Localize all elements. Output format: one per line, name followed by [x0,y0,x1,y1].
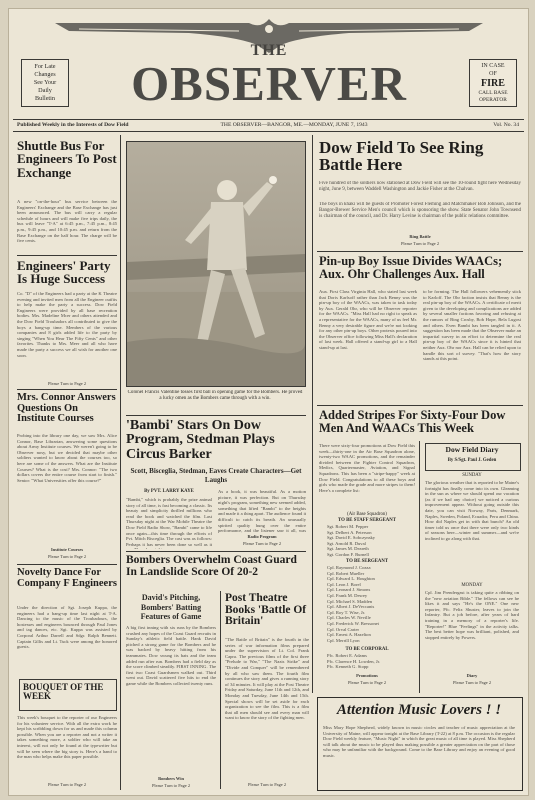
promotion-name: Sgt. Gordon F. Burnell [327,551,369,557]
fire-box-line: IN CASE [481,63,505,69]
diary-body-monday: Cpl. Jim Prendergast is taking quite a ribbing on the "new aviation Bible." The fellows can see he likes it and says "He's the ONE." One new reporter, Pfc. Felix Shuster, leaves to join the Infantry. But a job before, after years of hard training in a memory of a reporter's life. "Reporter!" Blue "Feelings" in the activity talks. The best better hope was brilliant, polished, and stopped entirely by Powers. [425,590,519,640]
novelty-headline: Novelty Dance For Company F Engineers [17,568,117,589]
connor-jump: Please Turn to Page 2 [47,554,87,559]
stripes-rank-corporal: TO BE CORPORAL [345,647,389,652]
promotion-name: Cpl. Leonard J. Simons [327,587,371,593]
bouquet-headline: BOUQUET OF THE WEEK [23,683,104,702]
promotion-name: Pfc. Robert E. Adams [327,653,367,658]
dateline-center: THE OBSERVER—BANGOR, ME.—MONDAY, JUNE 7, 1943 [220,122,368,128]
late-changes-line: Bulletin [35,95,55,102]
bambi-body-right: As a book, it was beautiful. As a motion picture, it was perfection. But on Thursday night's program, something new seemed added, something that lifted "Bambi" to the heights and made it a thing apart. The audience found it difficult to catch its breath. An unusually spirited quality hung over the entire performance, and the listener saw it all, was [218,489,306,533]
promotion-name: Cpl. Merrill Lyon [327,637,360,643]
bouquet-body: This week's bouquet to the reporter of our Engineers for his volunteer service. With all the extra work he kept his scribbling down for us and made this column possible. When you are a reporter and not a writer it takes something more, a soldier who will take an interest, will not only be found at the typewriter but will be seen where the big story is. Here's a hand to the man who helps make this paper possible. [17,715,117,760]
ring-jump-label: Ring Battle [409,234,431,239]
diary-headline: Dow Field Diary [445,446,499,454]
stripes-rank-sergeant: TO BE SERGEANT [345,559,389,564]
pinup-body-left: Aux. First Class Virginia Hall, who stated last week that Doris Karlsoff rather than Jack Benny was the pin-up boy of the WAACs, was taken to task today by Aux. Gerald Ohr, who will be Observer reporter for the WAACs. "Miss Hall had no right to speak as a representative for the WAACs, many of us feel Mr. Benny a very desirable figure and we're not looking for any other pin-up boys. Other protests poured into the Observer office following Miss Hall's declaration of last week. Hall offered a stand-up girl to a Hall stand-up at last. [319,289,417,350]
article-rule [317,405,523,406]
fire-box-line: OPERATOR [479,97,507,103]
bombers-jump: Please Turn to Page 2 [151,783,191,788]
engineers-party-jump: Please Turn to Page 2 [47,381,87,386]
bombers-subhead: David's Pitching, Bombers' Batting Features of Game [140,593,202,621]
promotion-name: Cpl. Edward L. Houghton [327,576,375,582]
promotion-name: Pfc. Kenneth G. Stopp [327,664,369,670]
bambi-byline: By PVT. LARRY KAYE [144,489,194,494]
newspaper-page [8,8,529,796]
diary-body-sunday: The glorious weather that is reported to be Maine's fortnight has finally come into its own. Gleaming in the sun as where we should spend our vacation (as if we had any choice) we noticed a curious improvement appear. Without going outside this date, you can visit Norway, Paris, Denmark, Naples, Sweden, Poland, Ecuador, Peru and China. How did Naples get in with that bunch? An old timer told us once that there were only two kinds of seasons here—winter and summer—and we're inclined to go along with that. [425,480,519,541]
bambi-body-left: "Bambi," which is probably the prize animal story of all time, is fast becoming a classic. Its beauty and simplicity thrilled millions who read the book and watched the film. Last Thursday night at the War Mobile Theatre the Dow Field Radio Show, "Bambi" came to life once again—this time through the efforts of Pvt. Mitch Bisceglia. The cast was as follows: Perhaps it has never been done so well as it [126,497,212,547]
promotion-name: Cpl. Orval Carter [327,626,360,632]
bombers-jump-label: Bombers Win [158,776,184,781]
article-rule [17,564,117,565]
fire-box [469,59,517,107]
ring-body-1: Five hundred of the soldiers now stationed at Dow Field will see the 10-round fight here Wednesday night, June 9, between Waddell Washington and Jackie Fisher at the Chalvan. [319,181,521,192]
column-rule [419,441,420,693]
pinup-headline: Pin-up Boy Issue Divides WAACs; Aux. Ohr Challenges Aux. Hall [319,255,503,281]
connor-headline: Mrs. Connor Answers Questions On Institute Courses [17,393,116,425]
diary-jump: Please Turn to Page 2 [452,680,492,685]
engineers-party-headline: Engineers' Party Is Huge Success [17,259,111,286]
stripes-list-staff [327,524,415,558]
stripes-unit: (Air Base Squadron) [347,512,387,517]
dateline-rule-top [13,119,524,120]
promotion-name: Cpl. Frank M. Desrey [327,592,368,598]
dateline-left: Published Weekly in the Interests of Dow Field [17,122,129,128]
theatre-headline: Post Theatre Books 'Battle Of Britain' [225,593,307,628]
article-rule [317,251,523,252]
promotion-name: Cpl. Raymond J. Cozza [327,565,371,570]
promotion-name: Cpl. Leon J. Borel [327,581,361,587]
masthead [9,9,528,117]
late-changes-line: Daily [38,87,52,94]
masthead-title: OBSERVER [131,59,407,109]
bambi-jump: Please Turn to Page 2 [242,541,282,546]
stripes-jump-label: Promotions [356,673,378,678]
bouquet-jump: Please Turn to Page 2 [47,782,87,787]
ring-body-2: The boys in khaki will be guests of Promoter Forest Fleming and Matchmaker Bob Johnson, and the Bangor-Brewer Service Men's council which is sponsoring the show. State Senator John Townsend is chairman of the council, and Dr. Harry Levine is chairman of the public relations committee. [319,202,521,219]
promotion-name: Sgt. Arnold R. Duval [327,540,366,546]
late-changes-box [21,59,69,107]
stripes-headline: Added Stripes For Sixty-Four Dow Men And WAACs This Week [319,409,506,435]
masthead-the: THE [250,43,288,59]
dateline-rule-bottom [13,131,524,132]
shuttle-body: A new "on-the-hour" bus service between the Engineers' Exchange and the Base Exchange has just been announced. The bus will carry a regular schedule of hours and will make five trips daily, the bus will leave "T-A" at 6:45 p.m., 7:45 p.m., 8:45 p.m., 9:45 p.m., and 10:45 p.m. and return from the Base Exchange on the half hour. The charge will be five cents. [17,199,117,244]
stripes-list-corporal [327,653,415,671]
article-rule [126,415,306,416]
promotion-name: Sgt. David E. Sobczynsky [327,535,376,541]
stripes-jump: Please Turn to Page 2 [347,680,387,685]
fire-box-fire: FIRE [481,79,505,89]
pitcher-figure-icon [127,142,305,386]
article-rule [126,551,306,552]
connor-jump-label: Institute Courses [50,547,84,552]
promotion-name: Cpl. Robert Mueller [327,570,365,576]
connor-body: Probing into the library one day, we saw Mrs. Alice Connor, Base Librarian, answering some questions about Army Institute courses. We weren't going to be Observer nosy, but we decided that maybe other soldiers wanted to know about the courses too, so here are some of the answers. What are the Institute Courses? What is the cost? Mrs. Connor: "The two dollars covers the entire course from start to finish." Senior: "What Universities offer this course?" [17,433,117,483]
late-changes-line: For Late [34,63,56,70]
late-changes-line: Changes [34,71,56,78]
bambi-jump-label: Radio Program [247,534,277,539]
music-body: Miss Mary Hope Shepherd, widely known in music circles and teacher of music appreciation at the University of Maine, will appear tonight at the Base Library (T-22) at 8 p.m. The occasion is the regular Dow Field weekly feature, "Music Night" in which the great music of all time is played. Miss Shepherd will talk about the music to be played thus making possible a greater appreciation on the part of those who may be unfamiliar with the background. Come to the Base Library and enjoy an evening of good music. [323,725,515,758]
promotion-name: Cpl. Roy T. Wise, Jr. [327,609,366,615]
promotion-name: Cpl. Charles W. Neville [327,615,371,621]
dateline-right: Vol. No. 34 [493,122,519,128]
column-rule [220,591,221,789]
column-rule [312,135,313,693]
diary-jump-label: Diary [466,673,478,678]
stripes-rank-staff: TO BE STAFF SERGEANT [338,518,396,523]
photo-caption: Colonel Francis Valentine tosses first ball in opening game for the Bombers. He proved a lucky omen as the Bombers came through with a win. [127,390,303,401]
promotion-name: Cpl. Frederick W. Bressonet [327,620,379,626]
late-changes-line: See Your [33,79,57,86]
fire-box-line: CALL BASE [478,90,508,96]
music-headline: Attention Music Lovers ! ! [336,703,502,718]
pinup-body-right: to be forming. The Hall followers vehemently stick to Karloff. The Ohr faction insists that Benny is the real pin-up boy of the WAACs. A certificate of merit given to the developing and complications are added by several smaller factions favoring and refusing at the rumors of Bing Crosby, Bob Hope, Bela Lugosi and others. Even Bambi has been tangled in it. A suggestion has been made that the Observer make an impartial survey in an effort to determine the real pin-up boy of the WAACs since it is hinted that neither Aux. Ohr nor Aux. Hall can be relied upon to handle this sort of survey. "That's how the story stands at this point. [423,289,521,362]
shuttle-headline: Shuttle Bus For Engineers To Post Exchange [17,139,117,179]
theatre-body: "The Battle of Britain" is the fourth in the series of war information films prepared under the supervision of Lt. Col. Frank Capra. The previous films of the first three "Prelude to War," "The Nazis Strike" and "Divide and Conquer" will be remembered by all who saw them. The fourth film continues the story and gives a running story of 34 minutes. It will play at the Post Theatre Friday and Saturday, June 11th and 12th, and Monday and Tuesday, June 14th and 15th. Special shows will be set aside for each organization to see the film. This is a film that all men should see and every man will want to know the story of the fighting men. [225,637,309,721]
promotion-name: Sgt. James M. Deareth [327,546,369,552]
diary-byline: By S/Sgt. Paul J. Geden [447,458,497,463]
bambi-subhead: Scott, Bisceglia, Stedman, Eaves Create Characters—Get Laughs [130,467,302,484]
diary-day-monday: MONDAY [461,583,483,588]
bambi-headline: 'Bambi' Stars On Dow Program, Stedman Plays Circus Barker [126,419,275,462]
engineers-party-body: Co. "D" of the Engineers had a party at the K Theatre evening and invited men from all the Engineer outfits to help make the party a success. Dow Field Engineers were provided by all base recreation bodies. Mrs. Madeline Mcer and others attended and the Dow Field Troubadors all contributed to give the boys a bang-up time. Members of the various companies and 8 girls added life to the party by singing "When You Hear The Fifty Cents" and other favorites. Thanks to Mrs. Meer and all who have made the party a success we all wish for another one soon. [17,291,117,358]
promotion-name: Sgt. Robert M. Pepper [327,524,369,529]
baseball-photo [126,141,306,387]
ring-headline: Dow Field To See Ring Battle Here [319,139,484,174]
promotion-name: Sgt. Delbert A. Peterson [327,529,372,535]
stripes-body: There were sixty-four promotions at Dow Field this week—thirty-one in the Air Base Squadron alone, twenty-two WAAC promotions, and the remainder divided between the Fighter Control Squadron, Medics, Quartermaster, Aviation, and Signal Squadrons. This has been a "stripe-happy" week at Dow Field. Congratulations to all these boys and girls who made the grade and more stripes to them! Here's a complete list: [319,443,415,493]
column-rule [120,135,121,790]
promotion-name: Cpl. Michael S. Madden [327,598,373,604]
diary-day-sunday: SUNDAY [462,473,482,478]
promotion-name: Pfc. Clarence H. Lowden, Jr. [327,658,381,664]
bombers-body: A big first inning with six runs by the Bombers crushed any hopes of the Coast Guard recruits in Sunday's athletic field battle. Hank David pitched a strong game for the Bombers and he was backed by heavy hitting from his teammates. Dow swung its bats and the team added run after run. Bombers had a field day as the score climbed steadily. FIRST INNING. The first two Coast Guardsmen walked out. Third went out. David scattered five hits to end the game while the Bombers collected twenty runs. [126,625,216,686]
stripes-list-sergeant [327,565,415,645]
promotion-name: Cpl. Albert J. DeVeccanis [327,604,375,610]
article-rule [17,389,117,390]
ring-jump: Please Turn to Page 2 [400,241,440,246]
article-rule [17,255,117,256]
fire-box-line: OF [489,71,497,77]
theatre-jump: Please Turn to Page 2 [247,782,287,787]
bombers-headline: Bombers Overwhelm Coast Guard In Landslide Score Of 20-2 [126,555,297,578]
promotion-name: Cpl. Ernest A. Hazelton [327,632,371,638]
novelty-body: Under the direction of Sgt. Joseph Kuppa, the engineers had a bang-up time last night at T-A. Dancing to the music of the Troubadours, the hostesses and engineers bounced through Paul Jones and tag dances, etc. Sgt. Kuppa was assisted by Corporal Arthur Darrell and Sdgr. Ralph Bennett. Captain Gillis and Lt. Tuck were among the honored guests. [17,605,117,650]
